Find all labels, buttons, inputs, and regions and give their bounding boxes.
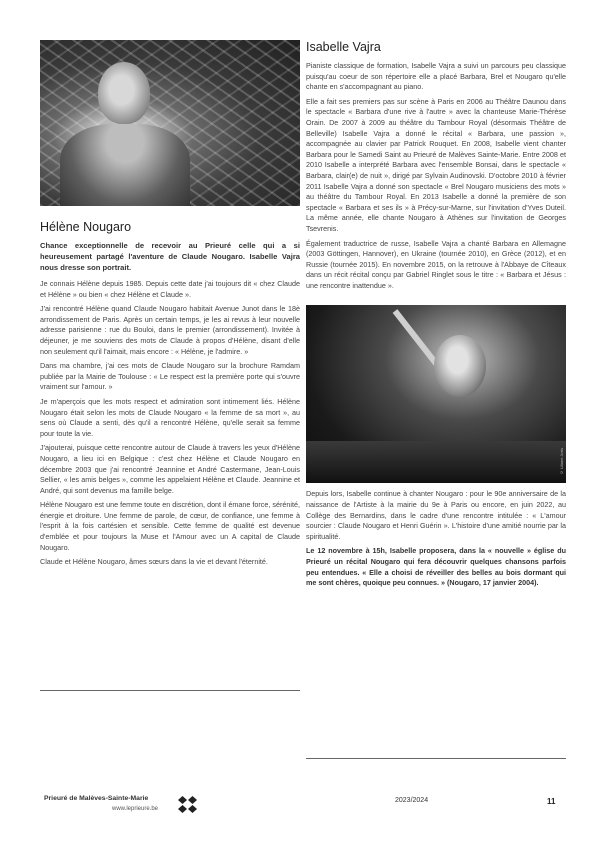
page-footer	[40, 795, 560, 825]
helene-paragraph: Claude et Hélène Nougaro, âmes sœurs dans la vie et devant l'éternité.	[40, 557, 268, 567]
isabelle-heading: Isabelle Vajra	[306, 40, 381, 54]
helene-intro: Chance exceptionnelle de recevoir au Prieuré celle qui a si heureusement partagé l'aventure de Claude Nougaro. Isabelle Vajra nous dresse son portrait.	[40, 241, 300, 272]
right-divider	[306, 758, 566, 759]
helene-paragraph: J'ai rencontré Hélène quand Claude Nougaro habitait Avenue Junot dans le 18è arrondissement de Paris. Après un certain temps, je les ai revus à leur nouvelle adresse parisienne : rue du Bouloi, dans le premier (arrondissement). Invitée à déjeuner, je me souviens des mots de Claude à propos d'Hélène, disant d'elle non seulement qu'il l'aimait, mais encore : « Hélène, je l'admire. »	[40, 304, 300, 356]
isabelle-vajra-photo	[306, 305, 566, 483]
helene-paragraph: J'ajouterai, puisque cette rencontre autour de Claude à travers les yeux d'Hélène Nougaro, a lieu ici en Belgique : c'est chez Hélène et Claude Nougaro en décembre 2003 que j'ai rencontré Jeannine et André Castermane, Jean-Louis Sellier, « les amis belges », comme les appelaient Hélène et Claude. Jeannine et André, qui sont devenus ma famille belge.	[40, 443, 300, 495]
left-divider	[40, 690, 300, 691]
isabelle-paragraph: Pianiste classique de formation, Isabelle Vajra a suivi un parcours peu classique puisqu'au coeur de son répertoire elle a placé Barbara, Brel et Nougaro qu'elle chante en s'accompagnant au piano.	[306, 61, 566, 92]
announcement: Le 12 novembre à 15h, Isabelle proposera, dans la « nouvelle » église du Prieuré un récital Nougaro qui fera découvrir quelques chansons parfois peu entendues. « Elle a choisi de réveiller des belles au bois dormant qui me sont chères, quoique peu connues. » (Nougaro, 17 janvier 2004).	[306, 546, 566, 588]
isabelle-paragraph: Également traductrice de russe, Isabelle Vajra a chanté Barbara en Allemagne (2003 Göttingen, Hannover), en Ukraine (tournée 2010), en Grèce (2012), et en Russie (tournée 2015). En novembre 2015, on la retrouve à l'Abbaye de Cîteaux dans un récit récital conçu par Gabriel Ringlet sous le titre : « Barbara et Jésus : une rencontre inattendue ».	[306, 238, 566, 290]
isabelle-paragraph: Depuis lors, Isabelle continue à chanter Nougaro : pour le 90e anniversaire de la naissance de l'Artiste à la mairie du 9e à Paris ou encore, en juin 2022, au Collège des Bernardins, dans le cadre d'une rencontre intitulée : « L'amour sourcier : Claude Nougaro et Henri Guérin ». L'histoire d'une amitié nourrie par la spiritualité.	[306, 489, 566, 541]
helene-paragraph: Hélène Nougaro est une femme toute en discrétion, dont il émane force, sérénité, énergie et droiture. Une femme de parole, de cœur, de confiance, une femme à l'esprit à la fois cartésien et sensible. Cette femme de qualité est devenue d'emblée et pour toujours la Muse et l'Amour avec un A capital de Claude Nougaro.	[40, 500, 300, 552]
left-column	[40, 40, 300, 572]
footer-website-link[interactable]: www.leprieure.be	[112, 806, 159, 812]
helene-heading: Hélène Nougaro	[40, 220, 132, 234]
photo-credit: © Liliane Joris	[559, 448, 564, 476]
footer-year: 2023/2024	[395, 797, 429, 804]
helene-paragraph: Je connais Hélène depuis 1985. Depuis cette date j'ai toujours dit « chez Claude et Hélène » ou bien « chez Hélène et Claude ».	[40, 279, 300, 299]
page-number: 11	[547, 797, 556, 806]
helene-paragraph: Je m'aperçois que les mots respect et admiration sont intimement liés. Hélène Nougaro était selon les mots de Claude Nougaro « la femme de sa mort », au sens où Claude a senti, dès qu'il a rencontré Hélène, qu'elle serait sa femme pour toute la vie.	[40, 396, 300, 438]
piano-shape	[306, 441, 566, 483]
right-column	[306, 40, 566, 593]
microphone-shape	[393, 310, 441, 369]
isabelle-paragraph: Elle a fait ses premiers pas sur scène à Paris en 2006 au Théâtre Daunou dans le spectacle « Barbara d'une rive à l'autre » avec la chanteuse Marie-Thérèse Orain. De 2007 à 2009 au théâtre du Tambour Royal (désormais Théâtre de Belleville) Isabelle Vajra a donné le récital « Barbara, une passion », accompagnée au clavier par Patrick Rouquet. En 2008, Isabelle vient chanter Barbara pour le Samedi Saint au Prieuré de Malèves Sainte-Marie. Entre 2008 et 2010 Isabelle a interprété Barbara avec l'ensemble Bonsai, dans le spectacle « Barbara, clair(e) de nuit », dirigé par Sylvain Audinovski. D'octobre 2010 à février 2011 Isabelle Vajra a donné son spectacle « Brel Nougaro musiciens des mots » au théâtre du Tambour Royal. En 2013 Isabelle a donné la première de son spectacle « Barbara et ses ils » à Précy-sur-Marne, sur l'invitation d'Yves Duteil. La même année, elle chante Nougaro à Athènes sur l'invitation de Georges Tsevrenis.	[306, 96, 566, 233]
helene-paragraph: Dans ma chambre, j'ai ces mots de Claude Nougaro sur la brochure Ramdam publiée par la Mairie de Toulouse : « Le respect est la première porte qui s'ouvre vraiment sur l'amour. »	[40, 361, 300, 392]
helene-nougaro-photo	[40, 40, 300, 206]
prieure-logo-icon	[178, 796, 198, 814]
footer-brand: Prieuré de Malèves-Sainte-Marie	[44, 795, 149, 802]
